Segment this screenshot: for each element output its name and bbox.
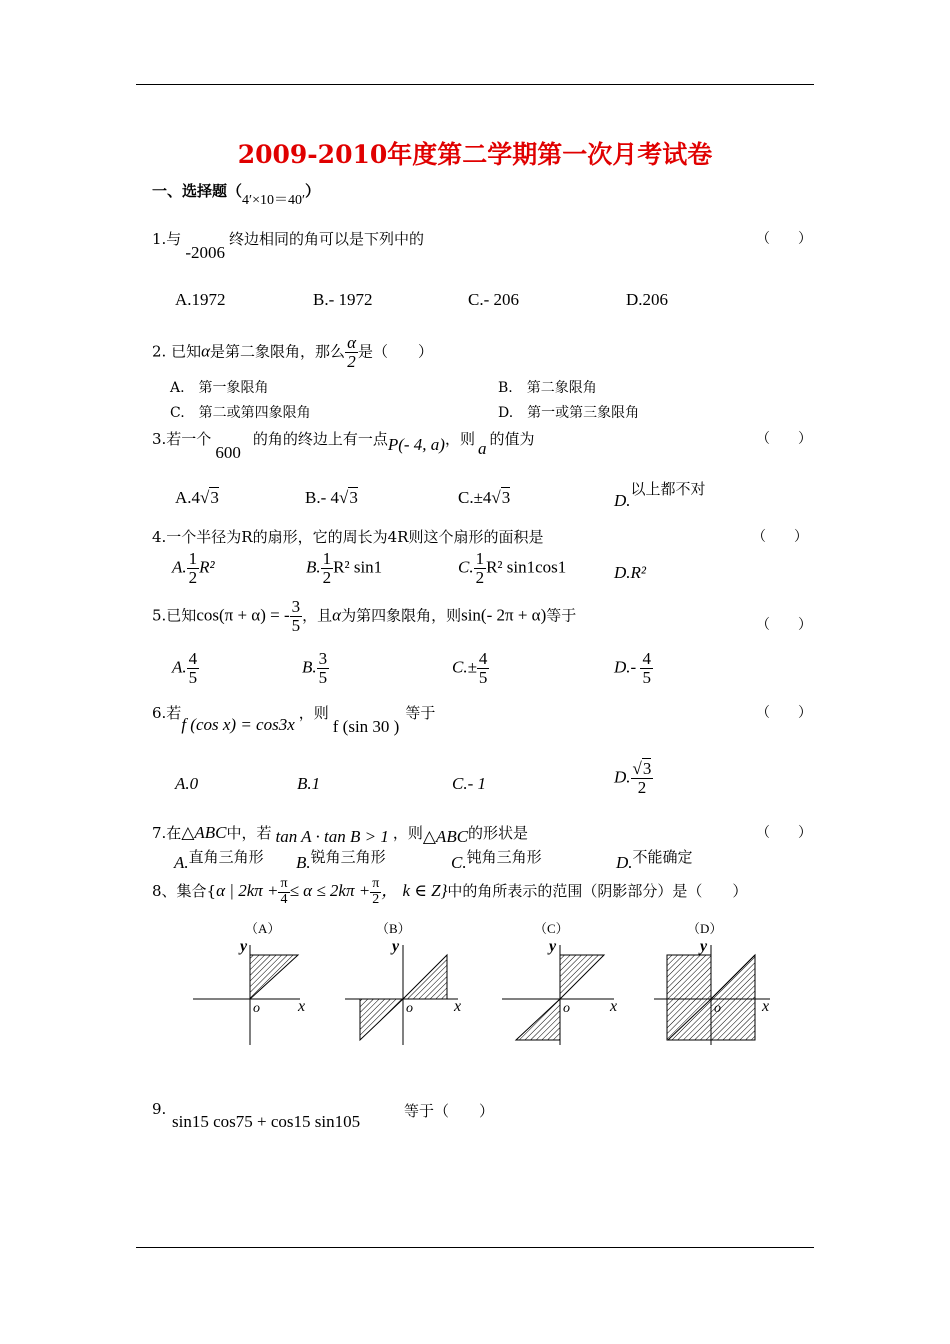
q3-option-d[interactable]: D.以上都不对 <box>614 480 706 510</box>
top-rule <box>136 84 814 85</box>
q1-option-b[interactable]: B.- 1972 <box>313 290 373 309</box>
q5-option-b[interactable]: B. $\frac{3}{5}$ <box>302 649 328 687</box>
question-8: 8、集合{α | 2kπ + $\frac{\pi}{4}$ ≤ α ≤ 2kπ + $\frac{\pi}{2}$ ， k ∈ Z}中的角所表示的范围（阴影部分）是（ ） <box>152 875 748 907</box>
figure-a-label: （A） <box>245 921 281 936</box>
q1-option-c[interactable]: C.- 206 <box>468 290 519 309</box>
section-heading: 一、选择题（4′×10＝40′） <box>152 182 321 208</box>
svg-text:x: x <box>298 998 306 1015</box>
q2-option-c[interactable]: C. 第二或第四象限角 <box>170 405 311 421</box>
q6-option-b[interactable]: B.1 <box>297 774 321 793</box>
figure-b-label: （B） <box>376 921 411 936</box>
q6-option-a[interactable]: A.0 <box>175 774 199 793</box>
svg-text:x: x <box>610 998 618 1015</box>
q5-option-a[interactable]: A. $\frac{4}{5}$ <box>172 649 198 687</box>
alpha-over-2: $\frac{\alpha}{2}$ <box>347 333 356 371</box>
q6-option-d[interactable]: D. $\frac{√3}{2}$ <box>614 759 652 797</box>
q1-option-d[interactable]: D.206 <box>626 290 669 309</box>
question-3: 3.若一个600的角的终边上有一点P(- 4, a)，则 a 的值为 <box>152 430 535 462</box>
question-2: 2. 已知α是第二象限角，那么 $\frac{\alpha}{2}$ 是（ ） <box>152 333 434 371</box>
q7-option-c[interactable]: C.钝角三角形 <box>451 848 542 872</box>
svg-text:x: x <box>454 998 462 1015</box>
q3-option-c[interactable]: C.±4√3 <box>458 488 511 507</box>
question-6: 6.若f (cos x) = cos3x，则f (sin 30 )等于 <box>152 704 436 736</box>
question-9: 9. <box>152 1100 167 1118</box>
svg-text:o: o <box>406 1001 413 1016</box>
svg-text:y: y <box>240 938 248 955</box>
q3-option-a[interactable]: A.4√3 <box>175 488 219 507</box>
q4-option-c[interactable]: C. $\frac{1}{2}$ R² sin1cos1 <box>458 549 567 587</box>
answer-paren-5[interactable]: （ ） <box>756 617 812 633</box>
q8-figures <box>180 915 780 1050</box>
answer-paren-7[interactable]: （ ） <box>756 825 812 841</box>
svg-text:o: o <box>714 1001 721 1016</box>
q4-option-d[interactable]: D.R² <box>614 563 647 582</box>
question-4: 4.一个半径为R的扇形，它的周长为4R则这个扇形的面积是 <box>152 528 544 546</box>
q4-option-b[interactable]: B. $\frac{1}{2}$ R² sin1 <box>306 549 383 587</box>
svg-text:o: o <box>253 1001 260 1016</box>
q4-option-a[interactable]: A. $\frac{1}{2}$ R² <box>172 549 215 587</box>
q2-option-a[interactable]: A. 第一象限角 <box>170 380 269 396</box>
q9-expression: sin15 cos75 + cos15 sin105 <box>172 1112 361 1131</box>
svg-text:y: y <box>549 938 557 955</box>
q3-option-b[interactable]: B.- 4√3 <box>305 488 358 507</box>
figure-c-label: （C） <box>534 921 569 936</box>
figure-c[interactable] <box>502 921 617 1045</box>
q7-option-b[interactable]: B.锐角三角形 <box>296 848 386 872</box>
q5-option-d[interactable]: D.- $\frac{4}{5}$ <box>614 649 651 687</box>
figure-b-shade-1 <box>403 955 447 999</box>
figure-c-shade-1 <box>560 955 604 999</box>
q7-option-d[interactable]: D.不能确定 <box>616 848 693 872</box>
svg-text:o: o <box>563 1001 570 1016</box>
figure-b[interactable] <box>345 921 461 1045</box>
figure-d-label: （D） <box>687 921 723 936</box>
figure-d[interactable] <box>654 921 770 1045</box>
q2-option-b[interactable]: B. 第二象限角 <box>498 380 597 396</box>
answer-paren-1[interactable]: （ ） <box>756 231 812 247</box>
svg-text:x: x <box>762 998 770 1015</box>
figure-a-shade <box>250 955 298 999</box>
figure-c-shade-2 <box>516 999 560 1040</box>
figure-a[interactable] <box>193 921 305 1045</box>
question-5: 5.已知cos(π + α) = - $\frac{3}{5}$ ，且α为第四象限角，则sin(- 2π + α)等于 <box>152 597 577 635</box>
q2-option-d[interactable]: D. 第一或第三象限角 <box>498 405 640 421</box>
page-title: 2009-2010年度第二学期第一次月考试卷 <box>237 140 713 169</box>
q7-option-a[interactable]: A.直角三角形 <box>174 848 264 872</box>
figure-d-shade-1 <box>667 955 711 999</box>
q9-tail[interactable]: 等于（ ） <box>404 1102 495 1120</box>
answer-paren-3[interactable]: （ ） <box>756 431 812 447</box>
figure-b-shade-2 <box>360 999 403 1040</box>
question-7: 7.在△ABC中，若 tan A · tan B > 1 ，则△ABC的形状是 <box>152 823 529 846</box>
bottom-rule <box>136 1247 814 1248</box>
answer-paren-4[interactable]: （ ） <box>752 529 808 545</box>
svg-text:y: y <box>392 938 400 955</box>
q6-option-c[interactable]: C.- 1 <box>452 774 486 793</box>
q1-option-a[interactable]: A.1972 <box>175 290 226 309</box>
svg-text:y: y <box>700 938 708 955</box>
q5-option-c[interactable]: C.± $\frac{4}{5}$ <box>452 649 488 687</box>
question-1: 1.与-2006终边相同的角可以是下列中的 <box>152 230 424 262</box>
answer-paren-6[interactable]: （ ） <box>756 705 812 721</box>
